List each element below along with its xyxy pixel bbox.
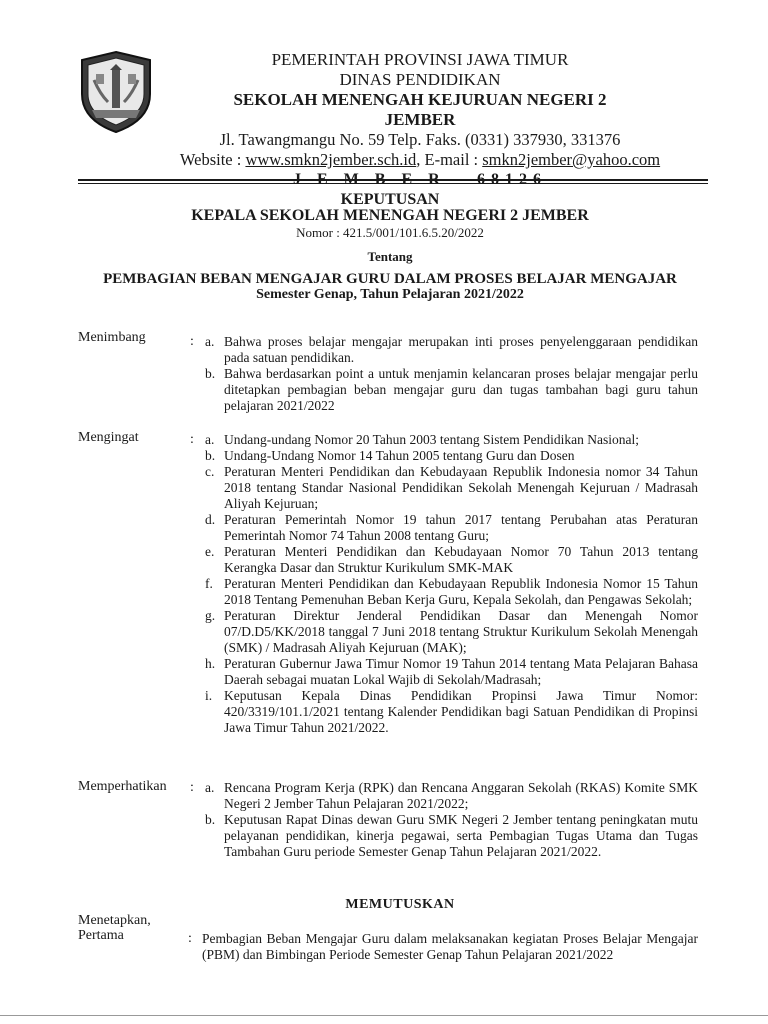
- item-letter: e.: [205, 544, 215, 559]
- decree-period: Semester Genap, Tahun Pelajaran 2021/2022: [256, 287, 524, 302]
- item-letter: g.: [205, 608, 216, 623]
- letterhead-agency: DINAS PENDIDIKAN: [339, 70, 501, 89]
- item-text: Undang-Undang Nomor 14 Tahun 2005 tentang Guru dan Dosen: [224, 448, 575, 463]
- item-text: Peraturan Pemerintah Nomor 19 tahun 2017 tentang Perubahan atas Peraturan Pemerintah Nomor 74 Tahun 2008 tentang Guru;: [224, 512, 698, 543]
- memperhatikan-colon: :: [190, 780, 194, 795]
- letterhead: [150, 50, 690, 190]
- item-text: Bahwa proses belajar mengajar merupakan inti proses penyelenggaraan pendidikan pada satuan pendidikan.: [224, 334, 698, 365]
- page-bottom-edge: [0, 1015, 768, 1016]
- item-text: Peraturan Menteri Pendidikan dan Kebudayaan Republik Indonesia Nomor 15 Tahun 2018 Tentang Pemenuhan Beban Kerja Guru, Kepala Sekolah, dan Pengawas Sekolah;: [224, 576, 698, 607]
- item-text: Bahwa berdasarkan point a untuk menjamin kelancaran proses belajar mengajar perlu ditetapkan pembagian beban mengajar guru dan tugas tambahan bagi guru tahun pelajaran 2021/2022: [224, 366, 698, 413]
- memutuskan-heading: MEMUTUSKAN: [345, 897, 455, 912]
- mengingat-item: [205, 464, 698, 512]
- decree-number: Nomor : 421.5/001/101.6.5.20/2022: [296, 225, 484, 240]
- letterhead-divider-thin: [78, 183, 708, 184]
- decree-issuer: KEPALA SEKOLAH MENENGAH NEGERI 2 JEMBER: [191, 207, 589, 224]
- mengingat-item: [205, 576, 698, 608]
- menimbang-label: Menimbang: [78, 330, 146, 345]
- email-label: , E-mail :: [416, 150, 483, 169]
- memperhatikan-label: Memperhatikan: [78, 779, 167, 794]
- item-letter: b.: [205, 448, 216, 463]
- item-letter: d.: [205, 512, 216, 527]
- item-letter: a.: [205, 780, 215, 795]
- mengingat-colon: :: [190, 432, 194, 447]
- menetapkan-block: [78, 913, 151, 943]
- pertama-text: Pembagian Beban Mengajar Guru dalam melaksanakan kegiatan Proses Belajar Mengajar (PBM) dan Bimbingan Periode Semester Genap Tahun Pelajaran 2021/2022: [202, 931, 698, 962]
- item-letter: a.: [205, 334, 215, 349]
- mengingat-item: [205, 512, 698, 544]
- memperhatikan-list: [205, 780, 698, 860]
- menetapkan-label: Menetapkan,: [78, 913, 151, 928]
- decree-subject: PEMBAGIAN BEBAN MENGAJAR GURU DALAM PROSES BELAJAR MENGAJAR: [103, 271, 677, 287]
- mengingat-item: [205, 688, 698, 736]
- letterhead-school-name: SEKOLAH MENENGAH KEJURUAN NEGERI 2: [233, 90, 607, 109]
- item-letter: i.: [205, 688, 213, 703]
- mengingat-item: [205, 656, 698, 688]
- pertama-colon: :: [188, 931, 192, 946]
- item-letter: a.: [205, 432, 215, 447]
- mengingat-item: [205, 544, 698, 576]
- memperhatikan-item: [205, 780, 698, 812]
- item-text: Keputusan Kepala Dinas Pendidikan Propinsi Jawa Timur Nomor: 420/3319/101.1/2021 tentang Kalender Pendidikan bagi Satuan Pendidikan di Propinsi Jawa Timur Tahun 2021/2022.: [224, 688, 698, 735]
- email-link[interactable]: smkn2jember@yahoo.com: [482, 150, 661, 169]
- letterhead-school-city: JEMBER: [384, 110, 456, 129]
- website-label: Website :: [179, 150, 246, 169]
- decree-heading: KEPUTUSAN: [340, 191, 440, 208]
- item-text: Peraturan Menteri Pendidikan dan Kebudayaan Nomor 70 Tahun 2013 tentang Kerangka Dasar dan Struktur Kurikulum SMK-MAK: [224, 544, 698, 575]
- menimbang-colon: :: [190, 334, 194, 349]
- item-letter: h.: [205, 656, 216, 671]
- memperhatikan-item: [205, 812, 698, 860]
- mengingat-list: [205, 432, 698, 736]
- mengingat-item: [205, 448, 698, 464]
- item-letter: c.: [205, 464, 215, 479]
- provincial-emblem-logo: [78, 50, 154, 134]
- item-text: Peraturan Menteri Pendidikan dan Kebudayaan Republik Indonesia nomor 34 Tahun 2018 tentang Standar Nasional Pendidikan Sekolah Menengah Kejuruan / Madrasah Aliyah Kejuruan;: [224, 464, 698, 511]
- menimbang-item: [205, 366, 698, 414]
- letterhead-government: PEMERINTAH PROVINSI JAWA TIMUR: [271, 50, 569, 69]
- menimbang-list: [205, 334, 698, 414]
- mengingat-item: [205, 608, 698, 656]
- item-text: Peraturan Direktur Jenderal Pendidikan Dasar dan Menengah Nomor 07/D.D5/KK/2018 tanggal 7 Juni 2018 tentang Struktur Kurikulum Sekolah Menengah (SMK) / Madrasah Aliyah Kejuruan (MAK);: [224, 608, 698, 655]
- item-text: Peraturan Gubernur Jawa Timur Nomor 19 Tahun 2014 tentang Mata Pelajaran Bahasa Daerah sebagai muatan Lokal Wajib di Sekolah/Madrasah;: [224, 656, 698, 687]
- item-text: Rencana Program Kerja (RPK) dan Rencana Anggaran Sekolah (RKAS) Komite SMK Negeri 2 Jember Tahun Pelajaran 2021/2022;: [224, 780, 698, 811]
- menimbang-item: [205, 334, 698, 366]
- pertama-label: Pertama: [78, 928, 124, 943]
- letterhead-address: Jl. Tawangmangu No. 59 Telp. Faks. (0331) 337930, 331376: [219, 130, 621, 149]
- letterhead-city-postcode: J E M B E R - 68126: [293, 171, 547, 188]
- item-letter: b.: [205, 812, 216, 827]
- item-letter: b.: [205, 366, 216, 381]
- mengingat-item: [205, 432, 698, 448]
- letterhead-contacts: [150, 150, 690, 170]
- mengingat-label: Mengingat: [78, 430, 139, 445]
- decree-about: Tentang: [367, 249, 413, 264]
- letterhead-divider-thick: [78, 179, 708, 181]
- item-text: Undang-undang Nomor 20 Tahun 2003 tentang Sistem Pendidikan Nasional;: [224, 432, 639, 447]
- item-text: Keputusan Rapat Dinas dewan Guru SMK Negeri 2 Jember tentang peningkatan mutu pelayanan pendidikan, kinerja pegawai, serta Pembagian Tugas Utama dan Tugas Tambahan Guru periode Semester Genap Tahun Pelajaran 2021/2022.: [224, 812, 698, 859]
- website-link[interactable]: www.smkn2jember.sch.id: [245, 150, 417, 169]
- item-letter: f.: [205, 576, 213, 591]
